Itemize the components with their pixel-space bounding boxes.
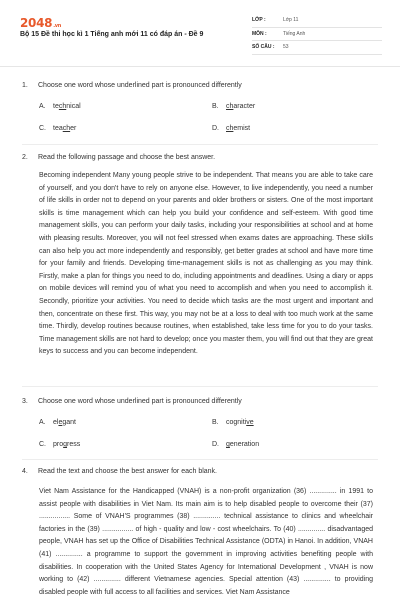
question-prompt: Read the following passage and choose the best answer. bbox=[38, 154, 216, 161]
option-text: pro bbox=[53, 441, 64, 448]
meta-value: Lớp 11 bbox=[283, 17, 299, 24]
option-1d[interactable] bbox=[212, 125, 250, 132]
option-underlined: ch bbox=[226, 103, 234, 110]
meta-row-class bbox=[252, 14, 382, 28]
question-prompt: Choose one word whose underlined part is pronounced differently bbox=[38, 398, 242, 405]
option-letter: D. bbox=[212, 125, 219, 132]
option-underlined: g bbox=[226, 441, 230, 448]
option-text: cogniti bbox=[226, 419, 247, 426]
logo-suffix: .vn bbox=[53, 23, 62, 29]
meta-key: MÔN : bbox=[252, 30, 267, 37]
option-1b[interactable] bbox=[212, 103, 255, 110]
option-letter: D. bbox=[212, 441, 219, 448]
option-text: te bbox=[53, 103, 59, 110]
question-number: 4. bbox=[22, 468, 28, 475]
option-text: er bbox=[70, 125, 77, 132]
question-divider bbox=[22, 144, 378, 145]
site-logo[interactable] bbox=[20, 16, 61, 30]
meta-value: 53 bbox=[283, 44, 289, 51]
question-prompt: Read the text and choose the best answer for each blank. bbox=[38, 468, 218, 475]
logo-text: 2048 bbox=[20, 16, 53, 30]
option-underlined: e bbox=[58, 419, 63, 426]
meta-key: LỚP : bbox=[252, 17, 266, 24]
option-text: gant bbox=[62, 419, 76, 426]
option-text: eneration bbox=[229, 441, 260, 448]
question-divider bbox=[22, 386, 378, 387]
option-underlined: g bbox=[63, 441, 68, 448]
question-number: 3. bbox=[22, 398, 28, 405]
meta-row-question-count bbox=[252, 41, 382, 55]
option-3b[interactable] bbox=[212, 419, 254, 426]
option-underlined: ch bbox=[62, 125, 71, 132]
option-letter: C. bbox=[39, 125, 46, 132]
question-number: 2. bbox=[22, 154, 28, 161]
option-3c[interactable] bbox=[39, 441, 80, 448]
option-letter: B. bbox=[212, 419, 219, 426]
reading-passage: Becoming independent Many young people strive to be independent. That means you are able to take care of yourself, and you don't have to rely on anyone else. However, to live independently, you need a number of life skills in order not to depend on your parents and older brothers or sisters. One of the most important skills is time management which can help you build your confidence and self-esteem. With good time management skills, you can perform your daily tasks, including your responsibilities at school and at home with pleasing results. Moreover, you will not feel stressed when exams dates are approaching. These skills can also help you act more independently and responsibly, get better grades at school and have more time for your family and friends. Developing time-management skills is not as challenging as you may think. Firstly, make a plan for things you need to do, including appointments and deadlines. Using a diary or apps on mobile devices will remind you of what you need to accomplish and when you need to accomplish it. Secondly, prioritize your activities. You need to decide which tasks are the most urgent and important and then, concentrate on these first. This way, you may not be at a loss to deal with too much work at the same time. Thirdly, develop routines because routines, when established, take less time for you to do your tasks. Time management skills are not hard to develop; once you master them, you will find out that they are great keys to success and you can become independent. bbox=[39, 172, 373, 356]
option-letter: B. bbox=[212, 103, 219, 110]
meta-value: Tiếng Anh bbox=[283, 30, 306, 37]
document-title: Bộ 15 Đề thi học kì 1 Tiếng anh mới 11 có đáp án - Đề 9 bbox=[20, 31, 204, 38]
option-letter: C. bbox=[39, 441, 46, 448]
option-text: el bbox=[53, 419, 59, 426]
option-underlined: ch bbox=[226, 125, 234, 132]
meta-key: SỐ CÂU : bbox=[252, 44, 275, 51]
exam-meta-table bbox=[252, 14, 382, 55]
option-text: nical bbox=[66, 103, 81, 110]
page-header bbox=[0, 0, 400, 70]
meta-row-subject bbox=[252, 28, 382, 42]
question-prompt: Choose one word whose underlined part is pronounced differently bbox=[38, 82, 242, 89]
option-text: tea bbox=[53, 125, 63, 132]
option-letter: A. bbox=[39, 419, 46, 426]
option-text: aracter bbox=[233, 103, 256, 110]
option-3a[interactable] bbox=[39, 419, 76, 426]
question-number: 1. bbox=[22, 82, 28, 89]
option-letter: A. bbox=[39, 103, 46, 110]
option-1c[interactable] bbox=[39, 125, 76, 132]
option-1a[interactable] bbox=[39, 103, 81, 110]
reading-passage: Viet Nam Assistance for the Handicapped (VNAH) is a non-profit organization (36) .............. in 1991 to assist people with disabilities in Viet Nam. Its main aim is to help disabled people to overcome their (37) ................ Some of VNAH'S programmes (38) .............. technical assistance to clinics and wheelchair factories in the (39) ................ of high - quality and low - cost wheelchairs. To (40) .............. disadvantaged people, VNAH has set up the Office of Disabilities Technical Assistance (ODTA) in Hanoi. In addition, VNAH (41) .............. a programme to support the government in improving activities benefiting people with disabilities. In cooperation with the United States Agency for International Development , VNAH is now working to (42) .............. different Vietnamese agencies. Special attention (43) .............. to providing disabled people with full access to all facilities and services. Viet Nam Assistance bbox=[39, 488, 373, 596]
option-text: emist bbox=[233, 125, 251, 132]
option-underlined: ch bbox=[58, 103, 67, 110]
option-text: ress bbox=[67, 441, 81, 448]
option-underlined: ve bbox=[246, 419, 254, 426]
header-divider bbox=[0, 66, 400, 67]
question-divider bbox=[22, 459, 378, 460]
option-3d[interactable] bbox=[212, 441, 259, 448]
